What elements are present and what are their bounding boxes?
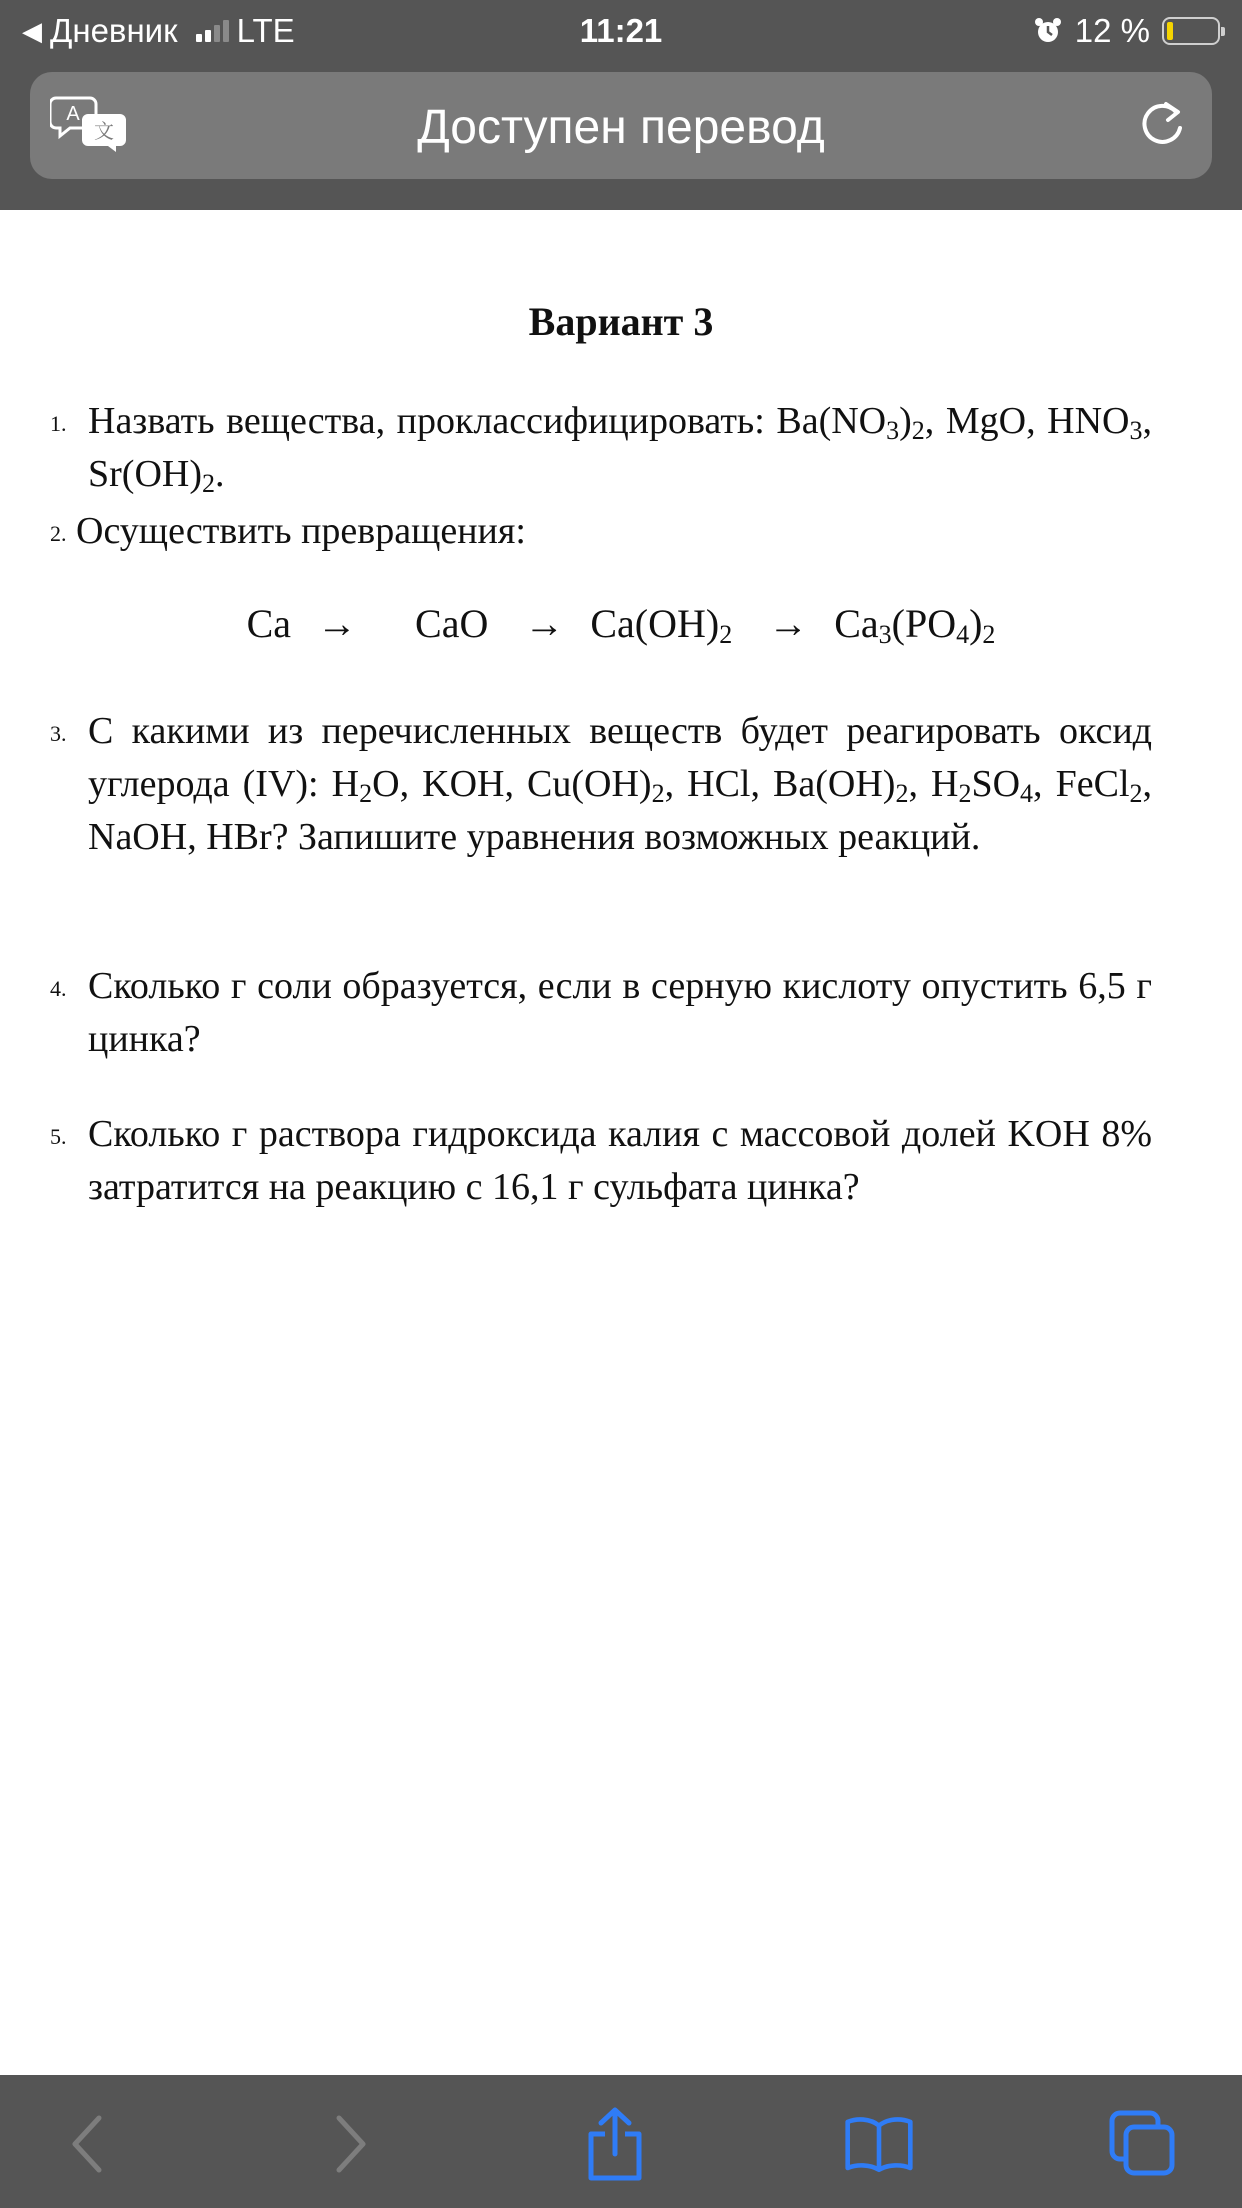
question-2: 2. Осуществить превращения: xyxy=(76,505,1140,558)
battery-icon xyxy=(1162,17,1220,45)
book-icon xyxy=(844,2112,914,2176)
back-button[interactable] xyxy=(52,2109,122,2179)
question-1: 1. Назвать вещества, проклассифицировать: $Ba(NO_3)_2$, MgO, $HNO_3$, $Sr(OH)_2$. xyxy=(88,395,1152,501)
formula-arrow: → xyxy=(768,601,809,646)
alarm-icon xyxy=(1033,16,1063,46)
formula-cao: CaO xyxy=(415,601,489,646)
status-right xyxy=(1033,12,1220,50)
svg-text:文: 文 xyxy=(94,119,114,143)
status-bar xyxy=(0,0,1242,62)
reload-icon[interactable] xyxy=(1136,98,1190,152)
address-bar-title: Доступен перевод xyxy=(417,101,825,154)
formula-caoh2: $Ca(OH)_2$ xyxy=(590,601,733,649)
variant-title: Вариант 3 xyxy=(528,299,714,344)
question-3: 3. С какими из перечисленных веществ будет реагировать оксид углерода (IV): $H_2O$, KOH, $Cu(OH)_2$, HCl, $Ba(OH)_2$, $H_2SO_4$, FeCl$_2$, NaOH, HBr? Запишите уравнения возможных реакций. xyxy=(88,705,1152,864)
network-label: LTE xyxy=(236,12,295,49)
formula-arrow: → xyxy=(317,601,358,646)
question-4: 4. Сколько г соли образуется, если в серную кислоту опустить 6,5 г цинка? xyxy=(88,960,1152,1066)
forward-button[interactable] xyxy=(316,2109,386,2179)
share-icon xyxy=(583,2106,647,2182)
clock: 11:21 xyxy=(579,12,663,49)
browser-toolbar xyxy=(0,2075,1242,2208)
question-5: 5. Сколько г раствора гидроксида калия с массовой долей KOH 8% затратится на реакцию с 16,1 г сульфата цинка? xyxy=(88,1108,1152,1214)
formula-arrow: → xyxy=(524,601,565,646)
back-app-label: Дневник xyxy=(50,12,178,49)
question-number: 4. xyxy=(50,976,67,1001)
svg-text:A: A xyxy=(66,103,80,125)
browser-top-bar xyxy=(0,0,1242,210)
bookmarks-button[interactable] xyxy=(844,2109,914,2179)
battery-fill xyxy=(1167,22,1173,40)
chevron-right-icon xyxy=(331,2114,371,2174)
question-number: 2. xyxy=(50,521,67,546)
transformation-chain xyxy=(0,600,1242,647)
chevron-left-icon xyxy=(67,2114,107,2174)
question-number: 5. xyxy=(50,1124,67,1149)
address-bar[interactable] xyxy=(30,72,1212,179)
share-button[interactable] xyxy=(580,2109,650,2179)
tabs-button[interactable] xyxy=(1108,2109,1178,2179)
tabs-icon xyxy=(1108,2109,1178,2179)
back-triangle-icon: ◀ xyxy=(22,15,42,46)
document-page xyxy=(0,210,1242,2075)
question-number: 1. xyxy=(50,411,67,436)
question-number: 3. xyxy=(50,721,67,746)
formula-ca: Ca xyxy=(246,601,292,646)
battery-percent: 12 % xyxy=(1074,12,1150,49)
formula-ca3po42: $Ca_3(PO_4)_2$ xyxy=(834,601,996,649)
